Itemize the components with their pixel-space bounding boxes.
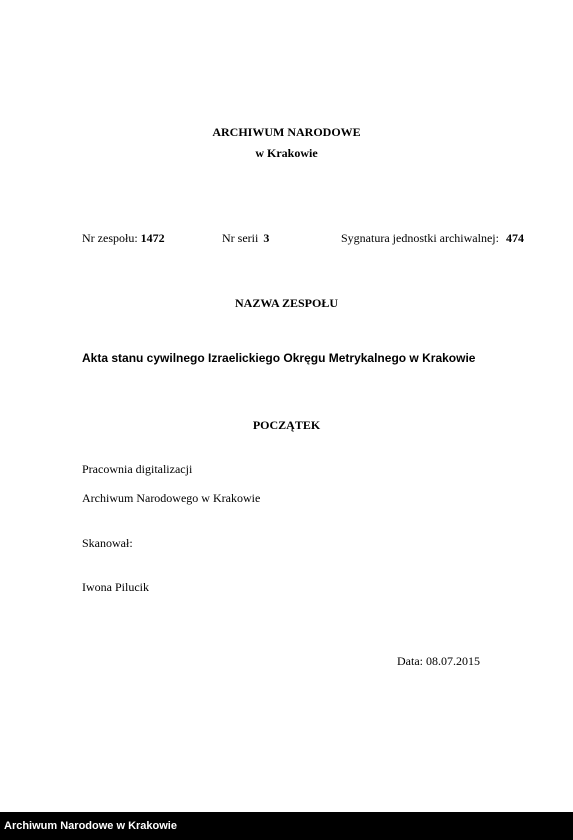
series-number-label: Nr serii	[222, 231, 259, 245]
footer-caption: Archiwum Narodowe w Krakowie	[4, 820, 177, 832]
scan-date-label: Data:	[397, 654, 423, 668]
institution-location: w Krakowie	[255, 146, 318, 160]
scan-date-value: 08.07.2015	[426, 654, 480, 668]
institution-name: ARCHIWUM NARODOWE	[212, 125, 361, 139]
scan-date	[397, 654, 480, 669]
fond-number-value: 1472	[140, 231, 165, 245]
start-heading: POCZĄTEK	[252, 418, 321, 432]
scanned-by-name: Iwona Pilucik	[82, 580, 149, 594]
fond-number	[82, 231, 165, 246]
fond-name-heading: NAZWA ZESPOŁU	[234, 296, 339, 310]
series-number	[222, 231, 269, 246]
archival-signature	[341, 231, 524, 246]
archival-signature-value: 474	[505, 231, 524, 245]
fond-number-label: Nr zespołu:	[82, 231, 138, 245]
digitization-institution: Archiwum Narodowego w Krakowie	[82, 491, 261, 505]
scanned-by-label: Skanował:	[82, 536, 133, 550]
archival-signature-label: Sygnatura jednostki archiwalnej:	[341, 231, 499, 245]
digitization-lab: Pracownia digitalizacji	[82, 462, 193, 476]
series-number-value: 3	[263, 231, 270, 245]
footer-bar	[0, 812, 573, 840]
fond-name-title: Akta stanu cywilnego Izraelickiego Okręgu Metrykalnego w Krakowie	[82, 351, 476, 365]
